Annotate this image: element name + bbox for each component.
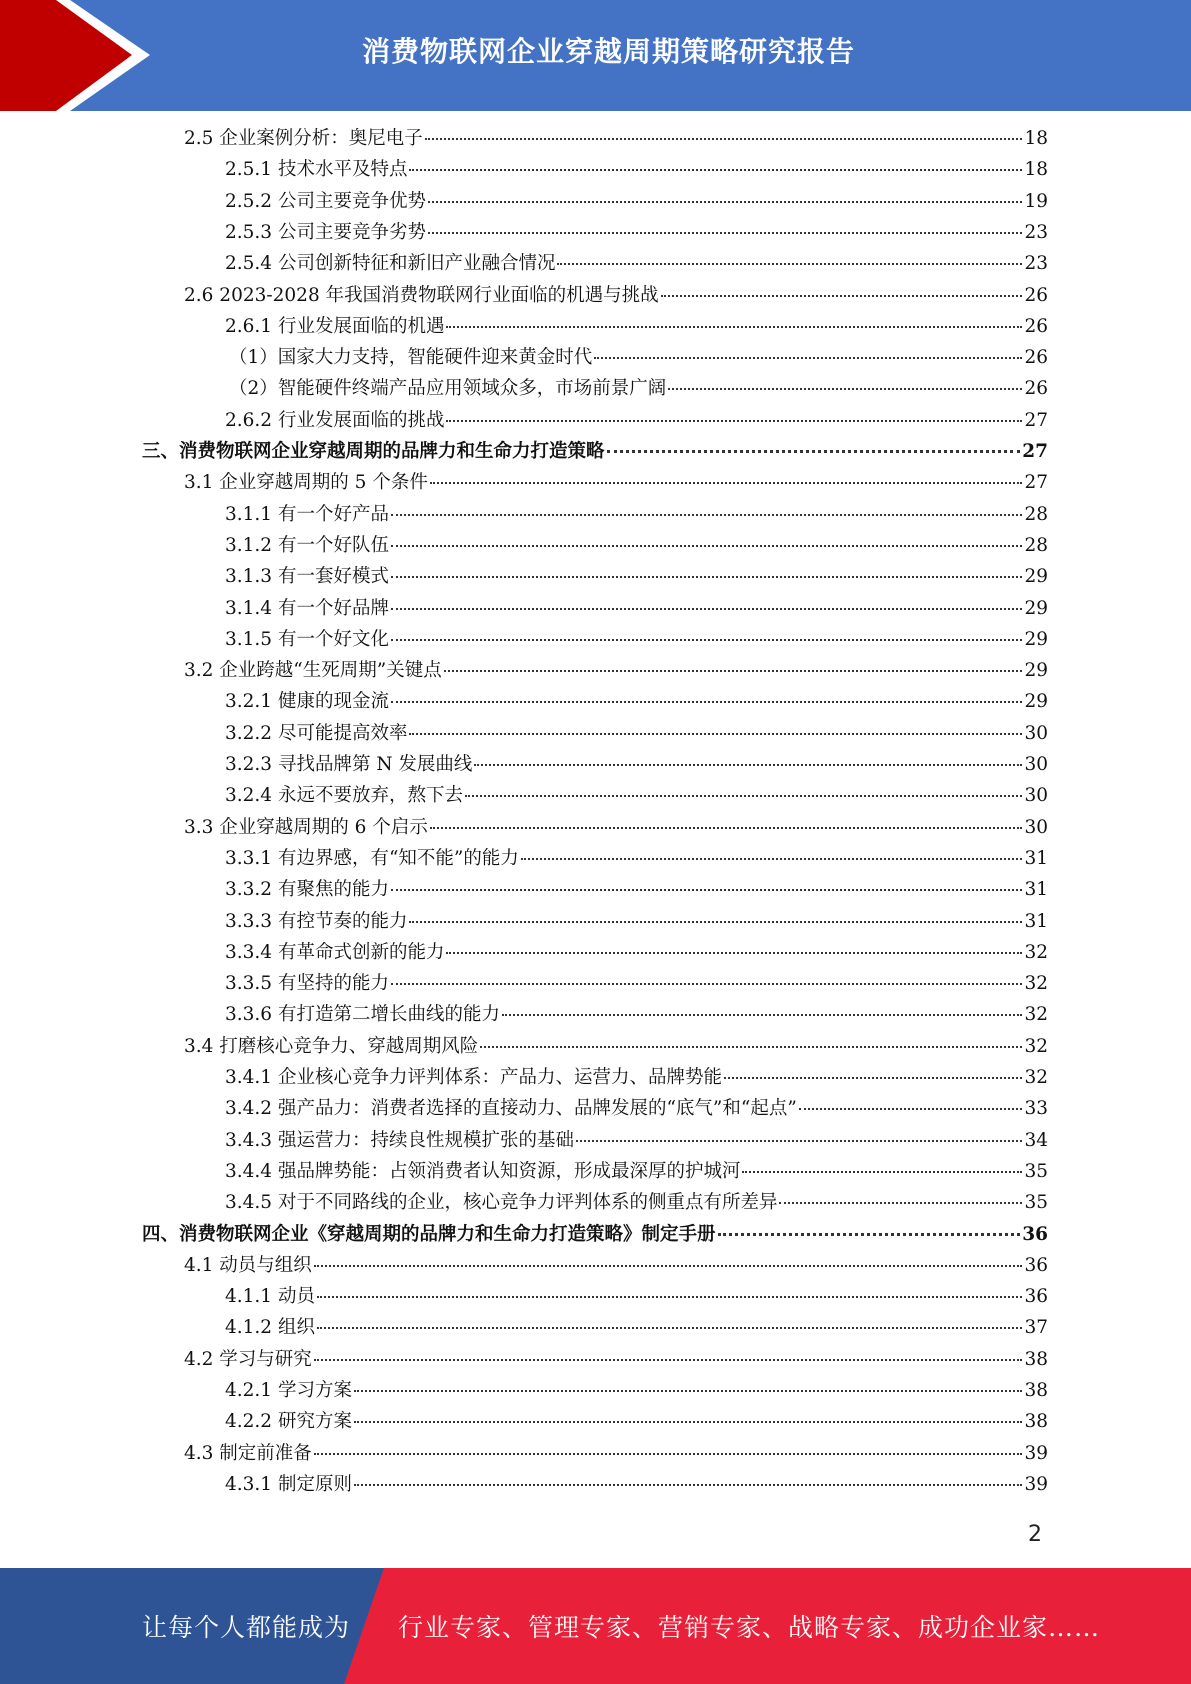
- toc-entry-page: 28: [1024, 534, 1048, 556]
- toc-entry-page: 34: [1024, 1129, 1048, 1151]
- toc-entry-label: 3.3.6 有打造第二增长曲线的能力: [225, 1004, 500, 1026]
- toc-entry-label: 3.4.1 企业核心竞争力评判体系：产品力、运营力、品牌势能: [225, 1067, 722, 1088]
- toc-entry-label: 3.3.3 有控节奏的能力: [225, 910, 408, 932]
- toc-leader-dots: [391, 545, 1022, 547]
- toc-leader-dots: [661, 295, 1023, 297]
- toc-entry-label: 3.3.2 有聚焦的能力: [225, 879, 389, 901]
- toc-leader-dots: [409, 921, 1022, 923]
- toc-entry[interactable]: [225, 158, 1048, 182]
- toc-entry-label: 3.1 企业穿越周期的 5 个条件: [184, 472, 428, 494]
- toc-leader-dots: [502, 1014, 1022, 1016]
- toc-leader-dots: [465, 795, 1022, 797]
- toc-entry-label: 3.1.3 有一套好模式: [225, 566, 389, 588]
- toc-leader-dots: [799, 1108, 1023, 1110]
- toc-leader-dots: [391, 639, 1022, 641]
- toc-entry-page: 30: [1024, 785, 1048, 807]
- toc-entry[interactable]: [142, 440, 1048, 464]
- toc-entry[interactable]: [225, 597, 1048, 621]
- toc-entry[interactable]: [184, 816, 1048, 840]
- toc-entry[interactable]: [225, 1066, 1048, 1090]
- toc-entry-page: 29: [1024, 660, 1048, 682]
- toc-entry[interactable]: [184, 1035, 1048, 1059]
- toc-entry-label: 4.1 动员与组织: [184, 1254, 312, 1276]
- toc-entry[interactable]: [225, 1379, 1048, 1403]
- toc-entry-page: 27: [1024, 472, 1048, 494]
- toc-entry[interactable]: [225, 1097, 1048, 1121]
- footer-slogan-left: 让每个人都能成为: [142, 1613, 351, 1642]
- toc-entry-label: 4.3.1 制定原则: [225, 1473, 352, 1495]
- toc-entry-page: 36: [1024, 1254, 1048, 1276]
- toc-leader-dots: [314, 1453, 1023, 1455]
- toc-entry[interactable]: [225, 252, 1048, 276]
- toc-entry[interactable]: [225, 847, 1048, 871]
- toc-entry[interactable]: [225, 941, 1048, 965]
- toc-entry-page: 39: [1024, 1473, 1048, 1495]
- toc-entry-page: 38: [1024, 1411, 1048, 1433]
- toc-leader-dots: [594, 357, 1022, 359]
- toc-leader-dots: [474, 764, 1022, 766]
- toc-entry-label: 3.4.2 强产品力：消费者选择的直接动力、品牌发展的“底气”和“起点”: [225, 1098, 797, 1120]
- toc-entry-page: 23: [1024, 221, 1048, 243]
- toc-entry-page: 29: [1024, 566, 1048, 588]
- toc-leader-dots: [446, 420, 1022, 422]
- toc-leader-dots: [557, 263, 1022, 265]
- toc-entry[interactable]: [225, 1129, 1048, 1153]
- toc-entry-label: 四、消费物联网企业《穿越周期的品牌力和生命力打造策略》制定手册: [142, 1223, 716, 1245]
- toc-entry-page: 33: [1024, 1098, 1048, 1120]
- toc-entry[interactable]: [225, 534, 1048, 558]
- toc-entry-label: 3.2.4 永远不要放弃，熬下去: [225, 785, 463, 807]
- page-number: 2: [1028, 1522, 1042, 1547]
- toc-leader-dots: [446, 326, 1022, 328]
- toc-entry[interactable]: [184, 1254, 1048, 1278]
- toc-entry-label: 2.6.1 行业发展面临的机遇: [225, 315, 445, 337]
- toc-entry-page: 35: [1024, 1160, 1048, 1182]
- toc-entry-label: （1）国家大力支持，智能硬件迎来黄金时代: [229, 347, 593, 369]
- toc-entry-page: 29: [1024, 597, 1048, 619]
- toc-entry[interactable]: [225, 503, 1048, 527]
- toc-entry-page: 29: [1024, 691, 1048, 713]
- toc-entry-page: 26: [1024, 347, 1048, 369]
- toc-entry-page: 26: [1024, 284, 1048, 306]
- page-header: [0, 0, 1191, 111]
- footer-slogan-right: 行业专家、管理专家、营销专家、战略专家、成功企业家……: [398, 1613, 1101, 1642]
- toc-leader-dots: [446, 952, 1022, 954]
- toc-entry-page: 18: [1024, 128, 1048, 149]
- toc-leader-dots: [779, 1202, 1022, 1204]
- toc-entry-label: 3.4 打磨核心竞争力、穿越周期风险: [184, 1035, 479, 1057]
- toc-entry-page: 29: [1024, 628, 1048, 650]
- toc-entry-page: 27: [1024, 409, 1048, 431]
- toc-entry-label: 3.3 企业穿越周期的 6 个启示: [184, 816, 428, 838]
- toc-entry[interactable]: [229, 346, 1048, 370]
- toc-entry[interactable]: [225, 910, 1048, 934]
- toc-entry-page: 23: [1024, 253, 1048, 275]
- toc-entry-label: （2）智能硬件终端产品应用领域众多，市场前景广阔: [229, 378, 667, 400]
- toc-leader-dots: [391, 608, 1022, 610]
- toc-entry-page: 38: [1024, 1348, 1048, 1370]
- toc-entry[interactable]: [225, 315, 1048, 339]
- toc-entry-page: 32: [1024, 1004, 1048, 1026]
- toc-entry-label: 2.5 企业案例分析：奥尼电子: [184, 128, 423, 149]
- toc-entry[interactable]: [225, 190, 1048, 214]
- toc-entry-label: 4.2.2 研究方案: [225, 1411, 352, 1433]
- toc-entry[interactable]: [225, 565, 1048, 589]
- toc-entry-label: 4.3 制定前准备: [184, 1442, 312, 1464]
- toc-leader-dots: [354, 1390, 1023, 1392]
- toc-leader-dots: [314, 1359, 1023, 1361]
- toc-leader-dots: [425, 138, 1023, 140]
- toc-entry[interactable]: [225, 690, 1048, 714]
- toc-leader-dots: [317, 1327, 1023, 1329]
- toc-entry-label: 4.1.2 组织: [225, 1317, 315, 1339]
- toc-entry-page: 26: [1024, 378, 1048, 400]
- toc-entry[interactable]: [225, 221, 1048, 245]
- toc-entry-page: 19: [1024, 190, 1048, 212]
- toc-entry-page: 39: [1024, 1442, 1048, 1464]
- toc-entry-label: 3.1.1 有一个好产品: [225, 503, 389, 525]
- toc-leader-dots: [718, 1233, 1021, 1236]
- toc-entry-page: 36: [1022, 1223, 1048, 1245]
- toc-entry[interactable]: [142, 1223, 1048, 1247]
- toc-entry-label: 3.4.4 强品牌势能：占领消费者认知资源，形成最深厚的护城河: [225, 1160, 741, 1182]
- toc-entry-label: 3.3.1 有边界感，有“知不能”的能力: [225, 847, 519, 869]
- toc-entry[interactable]: [184, 127, 1048, 151]
- toc-entry-page: 18: [1024, 159, 1048, 181]
- toc-entry[interactable]: [225, 753, 1048, 777]
- toc-entry-page: 35: [1024, 1192, 1048, 1214]
- toc-entry[interactable]: [225, 1285, 1048, 1309]
- toc-leader-dots: [521, 858, 1023, 860]
- toc-leader-dots: [480, 1046, 1022, 1048]
- toc-entry-label: 2.5.2 公司主要竞争优势: [225, 190, 426, 212]
- toc-entry-label: 3.3.4 有革命式创新的能力: [225, 941, 445, 963]
- toc-entry-label: 2.6.2 行业发展面临的挑战: [225, 409, 445, 431]
- toc-entry[interactable]: [225, 878, 1048, 902]
- toc-entry-page: 32: [1024, 1035, 1048, 1057]
- toc-entry[interactable]: [184, 284, 1048, 308]
- toc-leader-dots: [742, 1171, 1022, 1173]
- toc-entry-label: 3.2.1 健康的现金流: [225, 691, 389, 713]
- toc-entry[interactable]: [225, 784, 1048, 808]
- toc-leader-dots: [409, 169, 1022, 171]
- toc-entry[interactable]: [184, 471, 1048, 495]
- toc-leader-dots: [391, 701, 1022, 703]
- toc-leader-dots: [428, 232, 1022, 234]
- toc-leader-dots: [314, 1265, 1023, 1267]
- toc-entry-page: 30: [1024, 722, 1048, 744]
- toc-entry-label: 3.2.3 寻找品牌第 N 发展曲线: [225, 754, 473, 775]
- toc-entry-label: 3.1.2 有一个好队伍: [225, 534, 389, 556]
- toc-entry[interactable]: [225, 1191, 1048, 1215]
- toc-entry-label: 2.5.3 公司主要竞争劣势: [225, 221, 426, 243]
- toc-entry-page: 31: [1024, 910, 1048, 932]
- toc-entry-page: 30: [1024, 816, 1048, 838]
- toc-entry-label: 3.4.5 对于不同路线的企业，核心竞争力评判体系的侧重点有所差异: [225, 1192, 778, 1214]
- toc-leader-dots: [317, 1296, 1023, 1298]
- toc-entry[interactable]: [184, 1348, 1048, 1372]
- toc-leader-dots: [430, 482, 1023, 484]
- toc-entry-label: 2.5.1 技术水平及特点: [225, 159, 408, 181]
- toc-leader-dots: [428, 201, 1022, 203]
- toc-entry-page: 31: [1024, 879, 1048, 901]
- toc-leader-dots: [391, 576, 1022, 578]
- toc-entry-label: 3.1.5 有一个好文化: [225, 628, 389, 650]
- toc-entry-label: 4.1.1 动员: [225, 1286, 315, 1308]
- toc-entry-label: 2.5.4 公司创新特征和新旧产业融合情况: [225, 253, 556, 275]
- toc-entry[interactable]: [225, 1410, 1048, 1434]
- toc-entry[interactable]: [225, 1003, 1048, 1027]
- toc-entry[interactable]: [184, 659, 1048, 683]
- toc-leader-dots: [391, 514, 1022, 516]
- toc-leader-dots: [576, 1140, 1022, 1142]
- header-title: 消费物联网企业穿越周期策略研究报告: [361, 35, 855, 68]
- toc-leader-dots: [668, 388, 1022, 390]
- toc-leader-dots: [607, 450, 1021, 453]
- toc-entry-label: 3.3.5 有坚持的能力: [225, 973, 389, 995]
- toc-entry[interactable]: [225, 409, 1048, 433]
- toc-entry[interactable]: [184, 1442, 1048, 1466]
- toc-entry-label: 3.2 企业跨越“生死周期”关键点: [184, 660, 442, 682]
- toc-leader-dots: [391, 983, 1022, 985]
- page-footer: [0, 1568, 1191, 1684]
- toc-leader-dots: [409, 733, 1022, 735]
- toc-entry-label: 2.6 2023-2028 年我国消费物联网行业面临的机遇与挑战: [184, 284, 659, 306]
- toc-leader-dots: [354, 1484, 1023, 1486]
- toc-leader-dots: [724, 1077, 1022, 1079]
- toc-entry[interactable]: [225, 628, 1048, 652]
- toc-leader-dots: [444, 670, 1023, 672]
- toc-entry-label: 4.2.1 学习方案: [225, 1380, 352, 1401]
- toc-entry-page: 28: [1024, 503, 1048, 525]
- toc-entry-label: 3.1.4 有一个好品牌: [225, 597, 389, 619]
- toc-entry[interactable]: [225, 1473, 1048, 1497]
- toc-entry[interactable]: [225, 722, 1048, 746]
- toc-entry-label: 4.2 学习与研究: [184, 1348, 312, 1370]
- toc-entry-page: 32: [1024, 973, 1048, 995]
- toc-entry-page: 37: [1024, 1317, 1048, 1339]
- toc-entry-page: 32: [1024, 1067, 1048, 1088]
- toc-entry[interactable]: [225, 1316, 1048, 1340]
- toc-entry-label: 三、消费物联网企业穿越周期的品牌力和生命力打造策略: [142, 441, 605, 462]
- toc-entry[interactable]: [229, 377, 1048, 401]
- toc-leader-dots: [430, 827, 1023, 829]
- toc-entry-page: 32: [1024, 941, 1048, 963]
- toc-entry-page: 36: [1024, 1286, 1048, 1308]
- toc-entry-page: 38: [1024, 1380, 1048, 1401]
- toc-entry-page: 26: [1024, 315, 1048, 337]
- toc-entry[interactable]: [225, 1160, 1048, 1184]
- toc-entry[interactable]: [225, 972, 1048, 996]
- toc-entry-page: 27: [1022, 441, 1048, 462]
- toc-entry-label: 3.2.2 尽可能提高效率: [225, 722, 408, 744]
- toc-entry-page: 30: [1024, 754, 1048, 775]
- toc-leader-dots: [391, 889, 1022, 891]
- toc-entry-label: 3.4.3 强运营力：持续良性规模扩张的基础: [225, 1129, 574, 1151]
- toc-leader-dots: [354, 1421, 1023, 1423]
- toc-entry-page: 31: [1024, 847, 1048, 869]
